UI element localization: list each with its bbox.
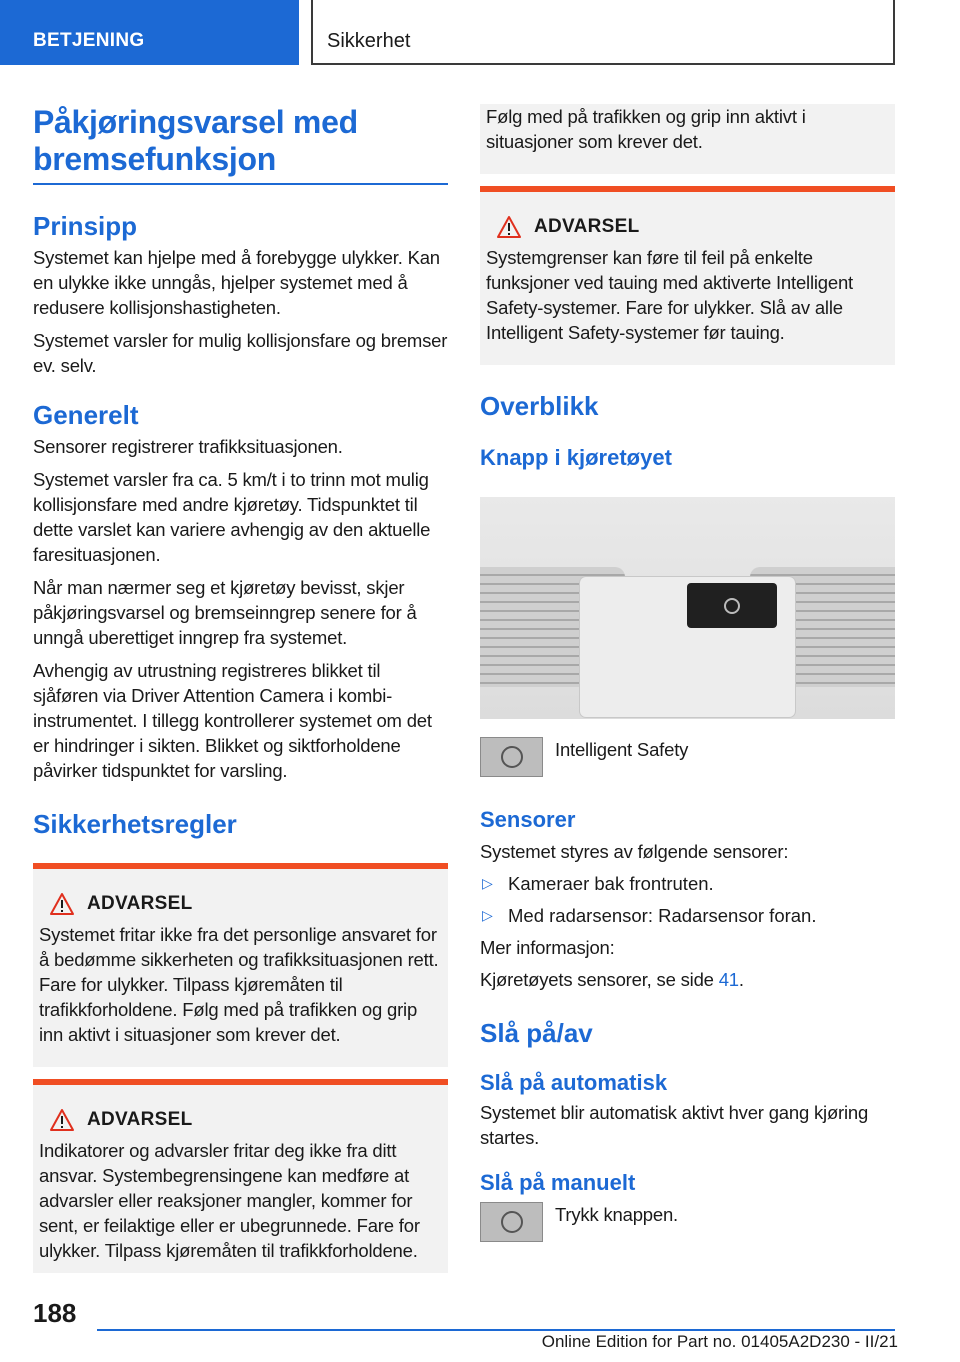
warning-label: ADVARSEL	[534, 216, 640, 237]
sensorer-intro: Systemet styres av følgende sensorer:	[480, 841, 789, 862]
heading-sla-manual: Slå på manuelt	[480, 1170, 636, 1195]
warning-text: Systemgrenser kan føre til feil på enkelte funksjoner ved tauing med aktiverte Intelligent Safety-systemer. Fare for ulykker. Slå av alle Intelligent Safety-systemer før tauing.	[486, 247, 853, 343]
heading-sikkerhetsregler: Sikkerhetsregler	[33, 809, 237, 839]
warning-label: ADVARSEL	[87, 893, 193, 914]
sla-auto-text: Systemet blir automatisk aktivt hver gang kjøring startes.	[480, 1102, 869, 1148]
prinsipp-p1: Systemet kan hjelpe med å forebygge ulykker. Kan en ulykke ikke unngås, hjelper systemet med å redusere kollisjonshastigheten.	[33, 247, 440, 318]
vehicle-button-photo	[480, 497, 895, 719]
page-link[interactable]: 41	[718, 969, 739, 990]
manual-row	[480, 1202, 895, 1242]
header-chapter-tab	[311, 0, 895, 65]
header-section: BETJENING	[33, 30, 145, 51]
heading-sla-auto: Slå på automatisk	[480, 1070, 668, 1095]
page-number: 188	[33, 1298, 77, 1328]
list-item: ▷ Med radarsensor: Radarsensor foran.	[482, 905, 817, 926]
footer-edition: Online Edition for Part no. 01405A2D230 - II/21	[541, 1332, 898, 1351]
generelt-p3: Når man nærmer seg et kjøretøy bevisst, skjer påkjøringsvarsel og bremseinngrep senere for å unngå uberettiget inngrep fra systemet.	[33, 577, 417, 648]
triangle-bullet-icon: ▷	[482, 907, 493, 923]
generelt-p4: Avhengig av utrustning registreres blikket til sjåføren via Driver Attention Camera i kombi-instrumentet. I tillegg kontrollerer systemet om det er hindringer i sikten. Blikket og siktforholdene påvirker tidspunktet for varsling.	[33, 660, 432, 781]
sensorer-more: Mer informasjon:	[480, 937, 615, 958]
warning-text: Indikatorer og advarsler fritar deg ikke fra ditt ansvar. Systembegrensingene kan medføre at advarsler eller reaksjoner mangler, kommer for sent, er feilaktige eller er ubegrunnede. Fare for ulykker. Tilpass kjøremåten til trafikkforholdene.	[39, 1140, 420, 1261]
warning-label: ADVARSEL	[87, 1109, 193, 1130]
heading-overblikk: Overblikk	[480, 391, 599, 421]
warning-text: Systemet fritar ikke fra det personlige ansvaret for å bedømme sikkerheten og trafikksituasjonen rett. Fare for ulykker. Tilpass kjøremåten til trafikkforholdene. Følg med på trafikken og grip inn aktivt i situasjoner som krever det.	[39, 924, 439, 1045]
warning-bar	[33, 1079, 448, 1085]
right-column	[480, 104, 895, 1242]
header-section-tab	[0, 0, 299, 65]
generelt-p1: Sensorer registrerer trafikksituasjonen.	[33, 436, 343, 457]
warning-box-2	[33, 1079, 448, 1273]
list-item: ▷ Kameraer bak frontruten.	[482, 873, 714, 894]
generelt-p2: Systemet varsler fra ca. 5 km/t i to trinn mot mulig kollisjonsfare med andre kjøretøy. Tidspunktet til dette varslet kan variere avhengig av den aktuelle faresituasjonen.	[33, 469, 431, 565]
warning-icon	[49, 1108, 75, 1132]
heading-generelt: Generelt	[33, 400, 139, 430]
triangle-bullet-icon: ▷	[482, 875, 493, 891]
warning-icon	[496, 215, 522, 239]
title-rule	[33, 183, 448, 185]
intelligent-safety-icon	[724, 598, 740, 614]
page-title: Påkjøringsvarsel med bremsefunksjon	[33, 104, 358, 177]
button-legend-row	[480, 737, 895, 777]
sensorer-ref: Kjøretøyets sensorer, se side 41.	[480, 969, 744, 990]
sla-manual-text: Trykk knappen.	[555, 1204, 678, 1225]
sensor-list	[480, 871, 895, 928]
warning-bar	[480, 186, 895, 192]
footer-rule	[97, 1329, 895, 1331]
intelligent-safety-button-icon	[480, 737, 543, 777]
warning-text-continued: Følg med på trafikken og grip inn aktivt i situasjoner som krever det.	[486, 106, 806, 152]
warning-bar	[33, 863, 448, 869]
warning-box-3	[480, 186, 895, 365]
heading-sensorer: Sensorer	[480, 807, 576, 832]
prinsipp-p2: Systemet varsler for mulig kollisjonsfare og bremser ev. selv.	[33, 330, 448, 376]
left-column	[33, 104, 448, 1273]
header-chapter: Sikkerhet	[327, 30, 411, 52]
intelligent-safety-button-icon	[480, 1202, 543, 1242]
heading-knapp: Knapp i kjøretøyet	[480, 445, 672, 470]
button-caption: Intelligent Safety	[555, 739, 689, 760]
intelligent-safety-button-photo	[687, 583, 777, 628]
heading-prinsipp: Prinsipp	[33, 211, 138, 241]
warning-box-2-continued	[480, 104, 895, 174]
heading-sla: Slå på/av	[480, 1018, 593, 1048]
warning-icon	[49, 892, 75, 916]
warning-box-1	[33, 863, 448, 1067]
